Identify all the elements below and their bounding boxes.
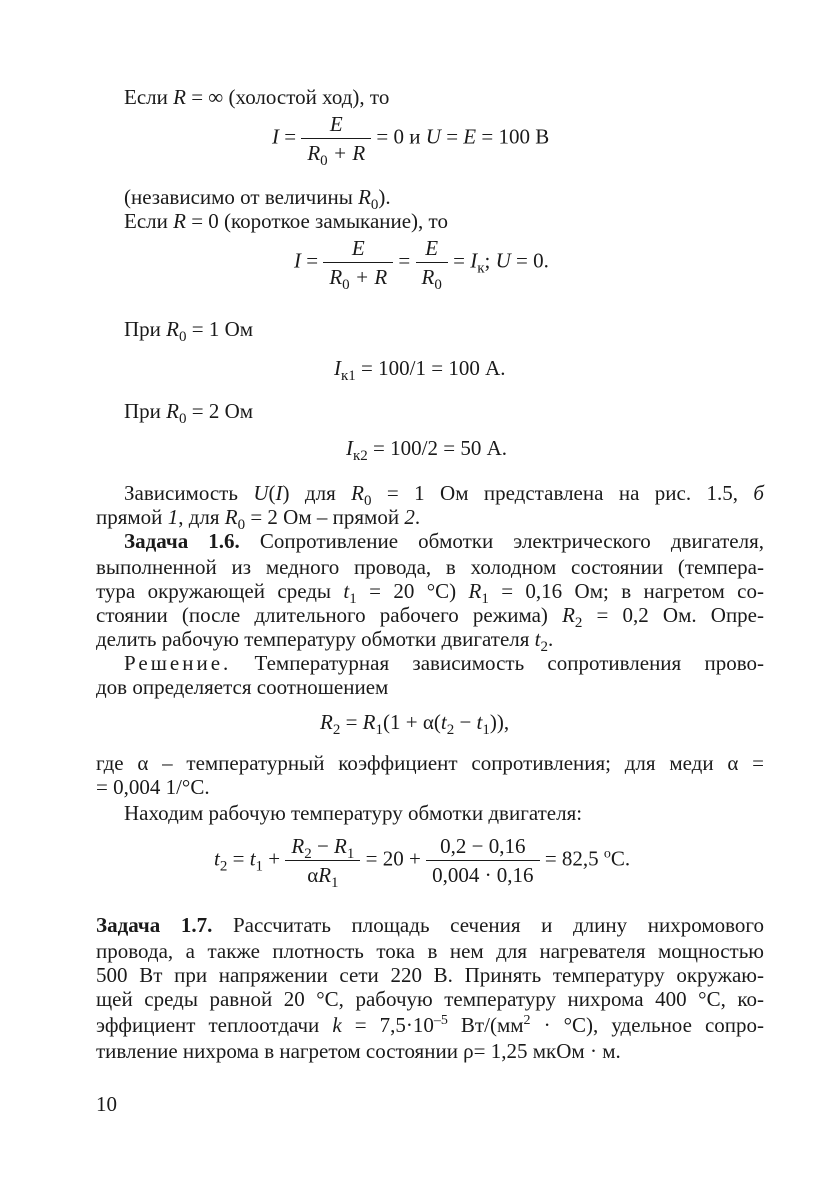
task17-line-5: эффициент теплоотдачи $k = 7,5\cdot 10^{-5}$ $Вт/(мм^2 \cdot ^\circ С)$, удельное сопро- <box>96 1013 764 1037</box>
dependence-line-1: Зависимость U(I) для $R_0 = 1$ Ом представлена на рис. 1.5, б <box>124 481 764 509</box>
task16-line-1: Задача 1.6. Сопротивление обмотки электрического двигателя, <box>124 529 764 553</box>
where-line-2: = 0,004 1/°С. <box>96 775 210 799</box>
formula-open-circuit: I = $\frac{E}{R_0 + R}$ = 0 и U = E = 100 В <box>272 112 550 169</box>
formula-ik2: $I_{к2} = 100/2 = 50$ А. <box>346 436 507 464</box>
task17-line-3: 500 Вт при напряжении сети 220 В. Принять температуру окружаю- <box>96 963 764 987</box>
solution-line-1: Решение. Температурная зависимость сопротивления прово- <box>124 651 764 675</box>
task16-line-2: выполненной из медного провода, в холодном состоянии (темпера- <box>96 555 764 579</box>
task17-line-1: Задача 1.7. Рассчитать площадь сечения и длину нихромового <box>96 913 764 937</box>
task17-line-2: провода, а также плотность тока в нем для нагревателя мощностью <box>96 939 764 963</box>
find-line: Находим рабочую температуру обмотки двигателя: <box>124 801 583 825</box>
page-number: 10 <box>96 1092 117 1116</box>
task17-line-4: щей среды равной 20 °С, рабочую температуру нихрома 400 °С, ко- <box>96 987 764 1011</box>
task16-line-5: делить рабочую температуру обмотки двигателя $t_2$. <box>96 627 554 655</box>
task16-line-3: тура окружающей среды $t_1 = 20$ °С) $R_1 = 0,16$ Ом; в нагретом со- <box>96 579 764 607</box>
r0-2-line: При $R_0 = 2$ Ом <box>124 399 254 427</box>
formula-ik1: $I_{к1} = 100/1 = 100$ А. <box>334 356 506 384</box>
formula-working-temp: $t_2 = t_1$ + $\frac{R_2 - R_1}{\alpha R_1}$ = 20 + $\frac{0,2 - 0,16}{0,004 \cdot 0,16}$ = 82,5 $^o$С. <box>214 834 631 891</box>
short-circuit-line: Если R = 0 (короткое замыкание), то <box>124 209 448 233</box>
note-line: (независимо от величины $R_0$). <box>124 185 391 213</box>
where-line-1: где α – температурный коэффициент сопротивления; для меди α = <box>96 751 764 775</box>
formula-short-circuit: I = $\frac{E}{R_0 + R}$ = $\frac{E}{R_0}$ = $I_к$; U = 0. <box>294 236 549 293</box>
task17-line-6: тивление нихрома в нагретом состоянии ρ= 1,25 мкОм · м. <box>96 1039 621 1063</box>
task17-label: Задача 1.7. <box>96 913 213 937</box>
solution-line-2: дов определяется соотношением <box>96 675 389 699</box>
task16-label: Задача 1.6. <box>124 529 240 553</box>
task16-line-4: стоянии (после длительного рабочего режима) $R_2 = 0,2$ Ом. Опре- <box>96 603 764 631</box>
dependence-line-2: прямой 1, для $R_0 = 2$ Ом – прямой 2. <box>96 505 421 533</box>
r0-1-line: При $R_0 = 1$ Ом <box>124 317 254 345</box>
solution-label: Решение. <box>124 651 232 675</box>
formula-resistance-temp: $R_2 = R_1(1 + \alpha(t_2 - t_1))$, <box>320 710 510 738</box>
intro-line: Если R = ∞ (холостой ход), то <box>124 85 390 109</box>
